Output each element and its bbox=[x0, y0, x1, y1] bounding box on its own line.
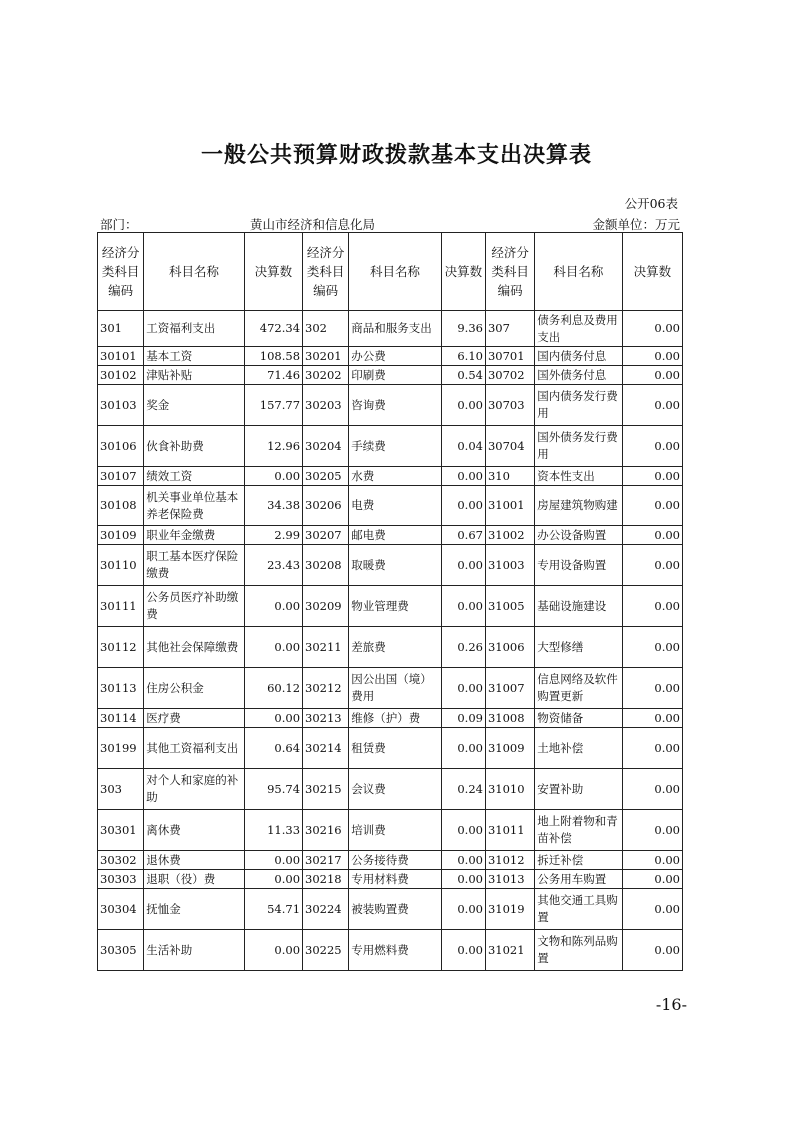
header-amount-2: 决算数 bbox=[441, 233, 485, 311]
code-cell: 30209 bbox=[303, 586, 349, 627]
amount-cell: 0.00 bbox=[622, 426, 682, 467]
name-cell: 公务员医疗补助缴费 bbox=[144, 586, 245, 627]
header-name-3: 科目名称 bbox=[535, 233, 622, 311]
amount-cell: 0.00 bbox=[622, 810, 682, 851]
amount-cell: 2.99 bbox=[244, 526, 302, 545]
code-cell: 30112 bbox=[98, 627, 144, 668]
code-cell: 30224 bbox=[303, 889, 349, 930]
name-cell: 其他工资福利支出 bbox=[144, 728, 245, 769]
amount-cell: 0.00 bbox=[622, 486, 682, 526]
code-cell: 30217 bbox=[303, 851, 349, 870]
name-cell: 机关事业单位基本养老保险费 bbox=[144, 486, 245, 526]
department-name: 黄山市经济和信息化局 bbox=[250, 217, 376, 232]
header-code-1: 经济分类科目编码 bbox=[98, 233, 144, 311]
table-row bbox=[98, 311, 683, 347]
name-cell: 咨询费 bbox=[349, 385, 441, 426]
amount-cell: 0.00 bbox=[622, 467, 682, 486]
amount-cell: 0.00 bbox=[622, 851, 682, 870]
code-cell: 307 bbox=[485, 311, 534, 347]
code-cell: 31002 bbox=[485, 526, 534, 545]
code-cell: 30114 bbox=[98, 709, 144, 728]
code-cell: 30302 bbox=[98, 851, 144, 870]
table-row bbox=[98, 347, 683, 366]
amount-cell: 472.34 bbox=[244, 311, 302, 347]
name-cell: 医疗费 bbox=[144, 709, 245, 728]
amount-cell: 0.00 bbox=[244, 586, 302, 627]
report-title: 一般公共预算财政拨款基本支出决算表 bbox=[200, 143, 592, 168]
name-cell: 地上附着物和青苗补偿 bbox=[535, 810, 622, 851]
amount-cell: 0.00 bbox=[622, 709, 682, 728]
name-cell: 退职（役）费 bbox=[144, 870, 245, 889]
name-cell: 资本性支出 bbox=[535, 467, 622, 486]
amount-cell: 0.00 bbox=[622, 627, 682, 668]
code-cell: 31008 bbox=[485, 709, 534, 728]
amount-cell: 0.00 bbox=[622, 385, 682, 426]
name-cell: 办公设备购置 bbox=[535, 526, 622, 545]
code-cell: 30703 bbox=[485, 385, 534, 426]
name-cell: 大型修缮 bbox=[535, 627, 622, 668]
amount-cell: 12.96 bbox=[244, 426, 302, 467]
code-cell: 30215 bbox=[303, 769, 349, 810]
code-cell: 31010 bbox=[485, 769, 534, 810]
header-amount-1: 决算数 bbox=[244, 233, 302, 311]
table-row bbox=[98, 426, 683, 467]
name-cell: 邮电费 bbox=[349, 526, 441, 545]
name-cell: 国外债务付息 bbox=[535, 366, 622, 385]
amount-cell: 0.00 bbox=[441, 668, 485, 709]
amount-cell: 0.00 bbox=[441, 467, 485, 486]
code-cell: 30101 bbox=[98, 347, 144, 366]
amount-cell: 0.24 bbox=[441, 769, 485, 810]
code-cell: 30107 bbox=[98, 467, 144, 486]
name-cell: 国外债务发行费用 bbox=[535, 426, 622, 467]
code-cell: 30301 bbox=[98, 810, 144, 851]
table-row bbox=[98, 586, 683, 627]
amount-cell: 0.00 bbox=[441, 545, 485, 586]
name-cell: 维修（护）费 bbox=[349, 709, 441, 728]
name-cell: 工资福利支出 bbox=[144, 311, 245, 347]
name-cell: 因公出国（境）费用 bbox=[349, 668, 441, 709]
code-cell: 30212 bbox=[303, 668, 349, 709]
report-meta bbox=[100, 215, 680, 231]
code-cell: 310 bbox=[485, 467, 534, 486]
table-row bbox=[98, 851, 683, 870]
amount-cell: 0.00 bbox=[622, 586, 682, 627]
table-row bbox=[98, 668, 683, 709]
name-cell: 办公费 bbox=[349, 347, 441, 366]
name-cell: 租赁费 bbox=[349, 728, 441, 769]
code-cell: 31001 bbox=[485, 486, 534, 526]
code-cell: 30208 bbox=[303, 545, 349, 586]
code-cell: 30218 bbox=[303, 870, 349, 889]
table-row bbox=[98, 366, 683, 385]
amount-cell: 0.00 bbox=[441, 930, 485, 971]
table-row bbox=[98, 385, 683, 426]
code-cell: 303 bbox=[98, 769, 144, 810]
amount-cell: 0.00 bbox=[244, 627, 302, 668]
name-cell: 文物和陈列品购置 bbox=[535, 930, 622, 971]
code-cell: 30206 bbox=[303, 486, 349, 526]
name-cell: 差旅费 bbox=[349, 627, 441, 668]
name-cell: 土地补偿 bbox=[535, 728, 622, 769]
code-cell: 30106 bbox=[98, 426, 144, 467]
code-cell: 30201 bbox=[303, 347, 349, 366]
amount-cell: 0.00 bbox=[441, 810, 485, 851]
code-cell: 31012 bbox=[485, 851, 534, 870]
table-row bbox=[98, 486, 683, 526]
code-cell: 31007 bbox=[485, 668, 534, 709]
code-cell: 31013 bbox=[485, 870, 534, 889]
amount-cell: 0.54 bbox=[441, 366, 485, 385]
name-cell: 信息网络及软件购置更新 bbox=[535, 668, 622, 709]
amount-cell: 0.00 bbox=[622, 526, 682, 545]
table-code-label: 公开06表 bbox=[624, 196, 678, 211]
code-cell: 30304 bbox=[98, 889, 144, 930]
name-cell: 职业年金缴费 bbox=[144, 526, 245, 545]
amount-cell: 0.00 bbox=[622, 728, 682, 769]
code-cell: 31019 bbox=[485, 889, 534, 930]
code-cell: 30113 bbox=[98, 668, 144, 709]
code-cell: 31006 bbox=[485, 627, 534, 668]
name-cell: 津贴补贴 bbox=[144, 366, 245, 385]
table-row bbox=[98, 467, 683, 486]
code-cell: 30213 bbox=[303, 709, 349, 728]
name-cell: 水费 bbox=[349, 467, 441, 486]
amount-cell: 11.33 bbox=[244, 810, 302, 851]
name-cell: 国内债务发行费用 bbox=[535, 385, 622, 426]
amount-cell: 0.26 bbox=[441, 627, 485, 668]
amount-cell: 0.00 bbox=[244, 870, 302, 889]
name-cell: 取暖费 bbox=[349, 545, 441, 586]
amount-cell: 0.00 bbox=[622, 668, 682, 709]
header-code-3: 经济分类科目编码 bbox=[485, 233, 534, 311]
amount-cell: 0.00 bbox=[441, 851, 485, 870]
name-cell: 公务接待费 bbox=[349, 851, 441, 870]
name-cell: 手续费 bbox=[349, 426, 441, 467]
code-cell: 30214 bbox=[303, 728, 349, 769]
table-row bbox=[98, 889, 683, 930]
name-cell: 安置补助 bbox=[535, 769, 622, 810]
amount-cell: 0.00 bbox=[441, 385, 485, 426]
name-cell: 专用燃料费 bbox=[349, 930, 441, 971]
table-row bbox=[98, 545, 683, 586]
amount-cell: 0.00 bbox=[244, 930, 302, 971]
amount-cell: 34.38 bbox=[244, 486, 302, 526]
name-cell: 基础设施建设 bbox=[535, 586, 622, 627]
amount-cell: 95.74 bbox=[244, 769, 302, 810]
code-cell: 30204 bbox=[303, 426, 349, 467]
amount-cell: 0.00 bbox=[622, 545, 682, 586]
name-cell: 专用材料费 bbox=[349, 870, 441, 889]
name-cell: 抚恤金 bbox=[144, 889, 245, 930]
amount-cell: 0.00 bbox=[622, 366, 682, 385]
amount-cell: 0.00 bbox=[622, 889, 682, 930]
table-header-row bbox=[98, 233, 683, 311]
header-amount-3: 决算数 bbox=[622, 233, 682, 311]
name-cell: 退休费 bbox=[144, 851, 245, 870]
code-cell: 30303 bbox=[98, 870, 144, 889]
table-row bbox=[98, 709, 683, 728]
table-row bbox=[98, 627, 683, 668]
amount-cell: 0.00 bbox=[441, 870, 485, 889]
table-row bbox=[98, 930, 683, 971]
name-cell: 伙食补助费 bbox=[144, 426, 245, 467]
code-cell: 30225 bbox=[303, 930, 349, 971]
name-cell: 物资储备 bbox=[535, 709, 622, 728]
name-cell: 其他交通工具购置 bbox=[535, 889, 622, 930]
amount-cell: 0.00 bbox=[244, 851, 302, 870]
name-cell: 电费 bbox=[349, 486, 441, 526]
name-cell: 职工基本医疗保险缴费 bbox=[144, 545, 245, 586]
name-cell: 债务利息及费用支出 bbox=[535, 311, 622, 347]
amount-cell: 0.00 bbox=[441, 889, 485, 930]
amount-cell: 54.71 bbox=[244, 889, 302, 930]
table-row bbox=[98, 870, 683, 889]
code-cell: 30103 bbox=[98, 385, 144, 426]
name-cell: 房屋建筑物购建 bbox=[535, 486, 622, 526]
code-cell: 30109 bbox=[98, 526, 144, 545]
amount-cell: 0.00 bbox=[441, 586, 485, 627]
amount-cell: 0.00 bbox=[244, 709, 302, 728]
code-cell: 31005 bbox=[485, 586, 534, 627]
table-row bbox=[98, 810, 683, 851]
amount-cell: 60.12 bbox=[244, 668, 302, 709]
header-name-1: 科目名称 bbox=[144, 233, 245, 311]
amount-cell: 0.00 bbox=[441, 486, 485, 526]
code-cell: 30305 bbox=[98, 930, 144, 971]
amount-cell: 0.64 bbox=[244, 728, 302, 769]
code-cell: 30702 bbox=[485, 366, 534, 385]
amount-cell: 0.00 bbox=[622, 769, 682, 810]
table-row bbox=[98, 526, 683, 545]
name-cell: 其他社会保障缴费 bbox=[144, 627, 245, 668]
code-cell: 30110 bbox=[98, 545, 144, 586]
code-cell: 30203 bbox=[303, 385, 349, 426]
code-cell: 302 bbox=[303, 311, 349, 347]
amount-cell: 71.46 bbox=[244, 366, 302, 385]
department-label: 部门： bbox=[100, 217, 138, 232]
name-cell: 国内债务付息 bbox=[535, 347, 622, 366]
amount-cell: 6.10 bbox=[441, 347, 485, 366]
name-cell: 印刷费 bbox=[349, 366, 441, 385]
amount-cell: 23.43 bbox=[244, 545, 302, 586]
code-cell: 30202 bbox=[303, 366, 349, 385]
code-cell: 30216 bbox=[303, 810, 349, 851]
name-cell: 生活补助 bbox=[144, 930, 245, 971]
name-cell: 对个人和家庭的补助 bbox=[144, 769, 245, 810]
code-cell: 30199 bbox=[98, 728, 144, 769]
header-code-2: 经济分类科目编码 bbox=[303, 233, 349, 311]
code-cell: 30207 bbox=[303, 526, 349, 545]
code-cell: 31021 bbox=[485, 930, 534, 971]
amount-cell: 0.00 bbox=[622, 930, 682, 971]
code-cell: 30102 bbox=[98, 366, 144, 385]
page-number: -16- bbox=[655, 995, 687, 1014]
name-cell: 公务用车购置 bbox=[535, 870, 622, 889]
code-cell: 30205 bbox=[303, 467, 349, 486]
code-cell: 30211 bbox=[303, 627, 349, 668]
name-cell: 住房公积金 bbox=[144, 668, 245, 709]
code-cell: 30704 bbox=[485, 426, 534, 467]
name-cell: 物业管理费 bbox=[349, 586, 441, 627]
name-cell: 奖金 bbox=[144, 385, 245, 426]
name-cell: 拆迁补偿 bbox=[535, 851, 622, 870]
table-row bbox=[98, 728, 683, 769]
amount-cell: 157.77 bbox=[244, 385, 302, 426]
amount-cell: 0.09 bbox=[441, 709, 485, 728]
amount-cell: 9.36 bbox=[441, 311, 485, 347]
name-cell: 商品和服务支出 bbox=[349, 311, 441, 347]
name-cell: 会议费 bbox=[349, 769, 441, 810]
table-row bbox=[98, 769, 683, 810]
code-cell: 30108 bbox=[98, 486, 144, 526]
header-name-2: 科目名称 bbox=[349, 233, 441, 311]
code-cell: 31011 bbox=[485, 810, 534, 851]
amount-cell: 0.00 bbox=[622, 870, 682, 889]
amount-cell: 0.67 bbox=[441, 526, 485, 545]
amount-cell: 0.00 bbox=[244, 467, 302, 486]
code-cell: 31003 bbox=[485, 545, 534, 586]
code-cell: 31009 bbox=[485, 728, 534, 769]
amount-unit: 金额单位：万元 bbox=[592, 217, 680, 232]
code-cell: 30701 bbox=[485, 347, 534, 366]
table-body bbox=[98, 311, 683, 971]
name-cell: 被装购置费 bbox=[349, 889, 441, 930]
name-cell: 培训费 bbox=[349, 810, 441, 851]
code-cell: 301 bbox=[98, 311, 144, 347]
amount-cell: 0.00 bbox=[622, 311, 682, 347]
amount-cell: 108.58 bbox=[244, 347, 302, 366]
name-cell: 绩效工资 bbox=[144, 467, 245, 486]
amount-cell: 0.00 bbox=[441, 728, 485, 769]
code-cell: 30111 bbox=[98, 586, 144, 627]
expenditure-table bbox=[97, 232, 683, 971]
name-cell: 基本工资 bbox=[144, 347, 245, 366]
amount-cell: 0.04 bbox=[441, 426, 485, 467]
name-cell: 专用设备购置 bbox=[535, 545, 622, 586]
amount-cell: 0.00 bbox=[622, 347, 682, 366]
name-cell: 离休费 bbox=[144, 810, 245, 851]
